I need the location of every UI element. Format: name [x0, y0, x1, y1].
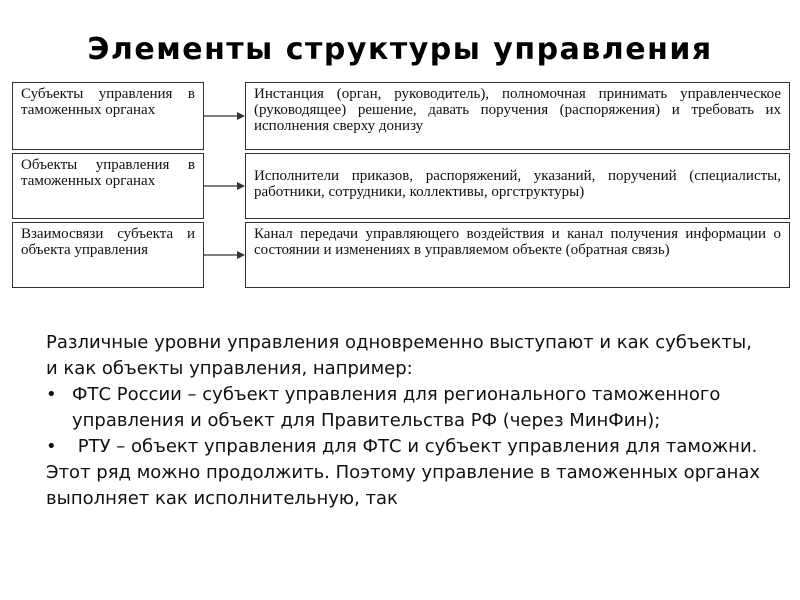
- subjects-description-box: [245, 82, 790, 150]
- bullet-icon: •: [46, 384, 57, 405]
- arrow-right-icon: [204, 111, 245, 121]
- relations-box: [12, 222, 204, 288]
- relations-description-box: [245, 222, 790, 288]
- objects-description: Исполнители приказов, распоряжений, указаний, поручений (специалисты, работники, сотрудники, коллективы, оргструктуры): [254, 168, 781, 200]
- bullet-icon: •: [46, 436, 57, 457]
- list-item-text: РТУ – объект управления для ФТС и субъект управления для таможни.: [72, 436, 758, 457]
- list-item-text: ФТС России – субъект управления для регионального таможенного управления и объект для Правительства РФ (через МинФин);: [72, 384, 721, 431]
- subjects-label: Субъекты управления в таможенных органах: [21, 86, 195, 118]
- objects-label: Объекты управления в таможенных органах: [21, 157, 195, 189]
- list-item: [46, 434, 766, 460]
- slide-title: Элементы структуры управления: [87, 32, 713, 67]
- list-item: [46, 382, 766, 434]
- examples-list: [46, 382, 766, 460]
- intro-line-2: и как объекты управления, например:: [46, 358, 413, 379]
- body-text: [46, 330, 766, 512]
- subjects-description: Инстанция (орган, руководитель), полномочная принимать управленческое (руководящее) решение, давать поручения (распоряжения) и требовать их исполнения сверху донизу: [254, 86, 781, 134]
- relations-description: Канал передачи управляющего воздействия и канал получения информации о состоянии и изменениях в управляемом объекте (обратная связь): [254, 226, 781, 258]
- subjects-box: [12, 82, 204, 150]
- objects-box: [12, 153, 204, 219]
- arrow-right-icon: [204, 250, 245, 260]
- relations-label: Взаимосвязи субъекта и объекта управления: [21, 226, 195, 258]
- arrow-right-icon: [204, 181, 245, 191]
- objects-description-box: [245, 153, 790, 219]
- intro-line-1: Различные уровни управления одновременно выступают и как субъекты,: [46, 332, 752, 353]
- outro-text: Этот ряд можно продолжить. Поэтому управление в таможенных органах выполняет как исполнительную, так: [46, 462, 761, 509]
